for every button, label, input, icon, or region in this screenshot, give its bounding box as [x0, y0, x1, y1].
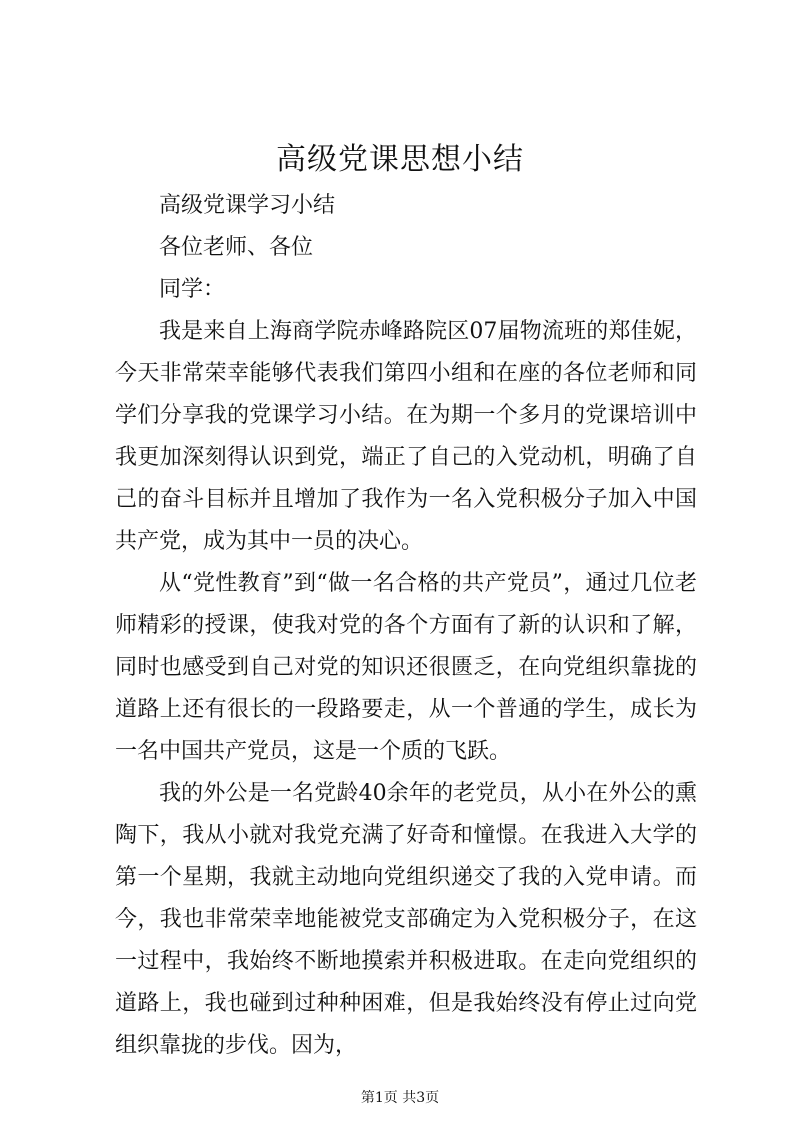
paragraph-intro: 我是来自上海商学院赤峰路院区07届物流班的郑佳妮，今天非常荣幸能够代表我们第四小组和在座的各位老师和同学们分享我的党课学习小结。在为期一个多月的党课培训中我更加深刻得认识到党，端正了自己的入党动机，明确了自己的奋斗目标并且增加了我作为一名入党积极分子加入中国共产党，成为其中一员的决心。 — [115, 319, 697, 554]
paragraph-party-education: 从“党性教育”到“做一名合格的共产党员”，通过几位老师精彩的授课，使我对党的各个方面有了新的认识和了解，同时也感受到自己对党的知识还很匮乏，在向党组织靠拢的道路上还有很长的一段路要走，从一个普通的学生，成长为一名中国共产党员，这是一个质的飞跃。 — [115, 571, 697, 764]
page-footer: 第1页 共3页 — [360, 1090, 440, 1106]
paragraph-subtitle: 高级党课学习小结 — [159, 193, 336, 218]
document-body — [115, 185, 697, 1067]
paragraph-greeting-1: 各位老师、各位 — [159, 235, 314, 260]
paragraph-greeting-2: 同学： — [159, 277, 226, 302]
paragraph-grandfather: 我的外公是一名党龄40余年的老党员，从小在外公的熏陶下，我从小就对我党充满了好奇和憧憬。在我进入大学的第一个星期，我就主动地向党组织递交了我的入党申请。而今，我也非常荣幸地能被党支部确定为入党积极分子，在这一过程中，我始终不断地摸索并积极进取。在走向党组织的道路上，我也碰到过种种困难，但是我始终没有停止过向党组织靠拢的步伐。因为， — [115, 781, 697, 1058]
document-title: 高级党课思想小结 — [276, 142, 524, 177]
